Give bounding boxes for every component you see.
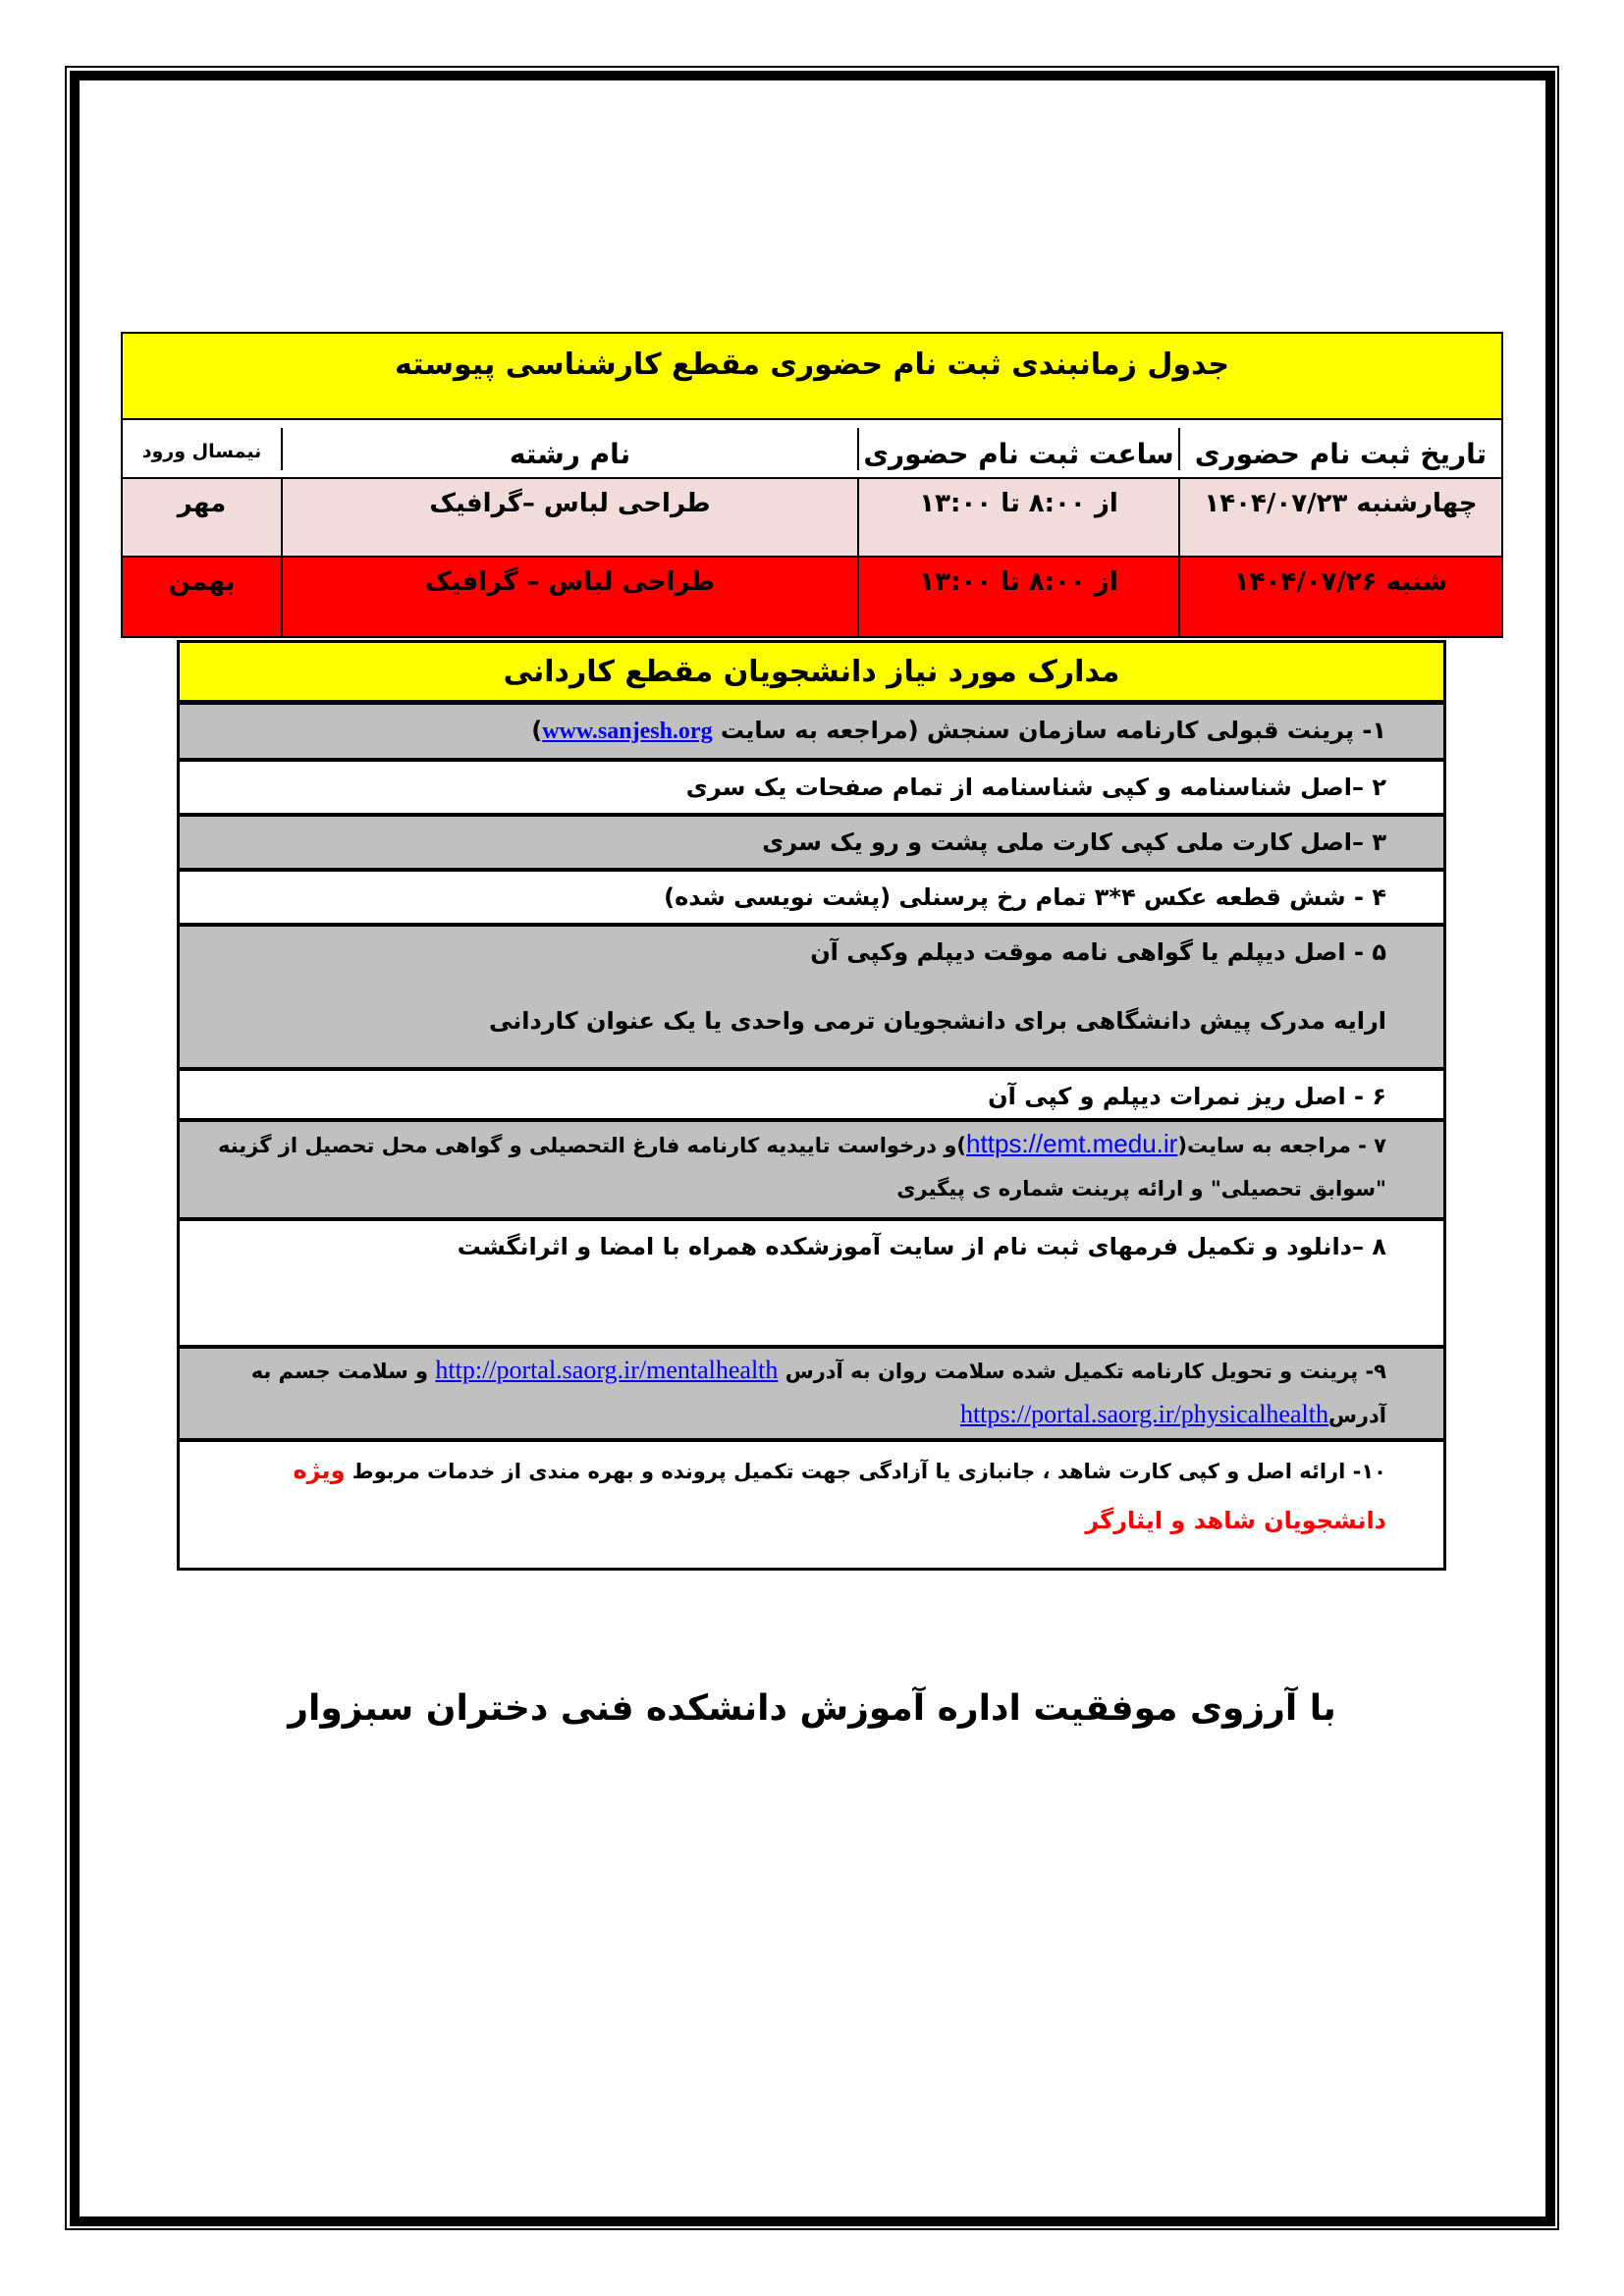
document-item-5 — [180, 927, 1443, 1071]
header-time: ساعت ثبت نام حضوری — [857, 428, 1178, 470]
registration-schedule-table — [121, 332, 1503, 638]
header-date: تاریخ ثبت نام حضوری — [1178, 428, 1501, 470]
document-item-2: ۲ –اصل شناسنامه و کپی شناسنامه از تمام صفحات یک سری — [180, 762, 1443, 817]
row-semester: بهمن — [168, 567, 236, 597]
row-field: طراحی لباس –گرافیک — [281, 479, 857, 556]
emt-medu-link[interactable]: https://emt.medu.ir — [966, 1129, 1178, 1158]
document-item-1 — [180, 705, 1443, 762]
row-field: طراحی لباس – گرافیک — [281, 558, 857, 636]
item-text: ۱- پرینت قبولی کارنامه سازمان سنجش (مراجعه به سایت — [712, 717, 1386, 744]
row-time: از ۸:۰۰ تا ۱۳:۰۰ — [857, 558, 1178, 636]
closing-message: با آرزوی موفقیت اداره آموزش دانشکده فنی دختران سبزوار — [288, 1688, 1336, 1729]
item-text: ) — [531, 717, 543, 744]
physical-health-link[interactable]: https://portal.saorg.ir/physicalhealth — [959, 1400, 1328, 1428]
table-row — [123, 558, 1501, 636]
document-item-8: ۸ –دانلود و تکمیل فرمهای ثبت نام از سایت آموزشکده همراه با امضا و اثرانگشت — [180, 1221, 1443, 1349]
document-item-6: ۶ - اصل ریز نمرات دیپلم و کپی آن — [180, 1071, 1443, 1122]
schedule-header-row — [123, 420, 1501, 479]
sanjesh-link[interactable]: www.sanjesh.org — [542, 719, 713, 744]
row-date: شنبه ۱۴۰۴/۰۷/۲۶ — [1178, 558, 1501, 636]
row-date: چهارشنبه ۱۴۰۴/۰۷/۲۳ — [1178, 479, 1501, 556]
table-row — [123, 479, 1501, 558]
item-text: و سلامت جسم به آدرس — [250, 1360, 1386, 1427]
documents-table-title: مدارک مورد نیاز دانشجویان مقطع کاردانی — [180, 643, 1443, 705]
row-time: از ۸:۰۰ تا ۱۳:۰۰ — [857, 479, 1178, 556]
schedule-table-title: جدول زمانبندی ثبت نام حضوری مقطع کارشناسی پیوسته — [123, 334, 1501, 420]
item-note: ارایه مدرک پیش دانشگاهی برای دانشجویان ترمی واحدی یا یک عنوان کاردانی — [488, 1007, 1386, 1035]
document-item-9 — [180, 1349, 1443, 1442]
document-item-10 — [180, 1442, 1443, 1568]
document-item-7 — [180, 1122, 1443, 1221]
header-semester: نیمسال ورود — [141, 441, 262, 462]
special-students-note: ویژه دانشجویان شاهد و ایثارگر — [293, 1457, 1386, 1534]
document-item-4: ۴ - شش قطعه عکس ۴*۳ تمام رخ پرسنلی (پشت نویسی شده) — [180, 872, 1443, 927]
header-field: نام رشته — [281, 428, 857, 470]
item-text: )و درخواست تاییدیه کارنامه فارغ التحصیلی و گواهی محل تحصیل از گزینه "سوابق تحصیلی" و ارائه پرینت شماره ی پیگیری — [217, 1134, 1386, 1201]
mental-health-link[interactable]: http://portal.saorg.ir/mentalhealth — [435, 1356, 779, 1384]
item-text: ۵ - اصل دیپلم یا گواهی نامه موقت دیپلم وکپی آن — [810, 938, 1386, 966]
document-item-3: ۳ –اصل کارت ملی کپی کارت ملی پشت و رو یک سری — [180, 817, 1443, 872]
item-text: ۹- پرینت و تحویل کارنامه تکمیل شده سلامت روان به آدرس — [778, 1360, 1386, 1383]
required-documents-table — [177, 640, 1446, 1571]
row-semester: مهر — [177, 489, 227, 518]
item-text: ۷ - مراجعه به سایت( — [1177, 1134, 1386, 1157]
item-text: ۱۰- ارائه اصل و کپی کارت شاهد ، جانبازی یا آزادگی جهت تکمیل پرونده و بهره مندی از خدمات مربوط — [345, 1460, 1386, 1483]
